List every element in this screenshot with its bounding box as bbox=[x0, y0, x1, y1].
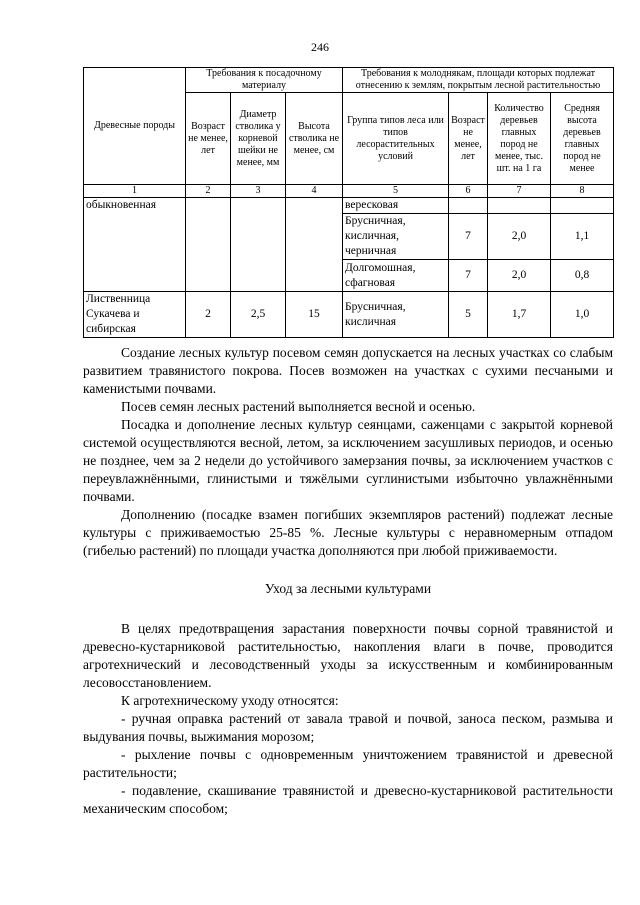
body-text bbox=[83, 344, 613, 818]
header-group-planting: Требования к посадочному материалу bbox=[186, 68, 343, 93]
cell-avg-height bbox=[551, 198, 614, 214]
cell-avg-height: 1,1 bbox=[551, 214, 614, 260]
cell-height bbox=[286, 198, 343, 292]
paragraph: К агротехническому уходу относятся: bbox=[121, 693, 339, 708]
section-heading: Уход за лесными культурами bbox=[264, 581, 432, 596]
paragraph: В целях предотвращения зарастания поверхности почвы сорной травянистой и древесно-кустарниковой растительностью, накопления влаги в почве, проводится агротехнический и лесоводственный уходы за искусственным и комбинированным лесовосстановлением. bbox=[83, 621, 613, 690]
header-species: Древесные породы bbox=[84, 68, 186, 185]
cell-species: Лиственница Сукачева и сибирская bbox=[84, 292, 186, 338]
table-row bbox=[84, 292, 614, 338]
paragraph: Посадка и дополнение лесных культур сеянцами, саженцами с закрытой корневой системой осуществляются весной, летом, за исключением засушливых периодов, и осенью не позднее, чем за 2 недели до устойчивого замерзания почвы, за исключением участков с переувлажнёнными, глинистыми и тяжёлыми суглинистыми избыточно увлажнёнными почвами. bbox=[83, 417, 613, 504]
cell-count bbox=[488, 198, 551, 214]
header-age: Возраст не менее, лет bbox=[186, 93, 231, 185]
list-item: - подавление, скашивание травянистой и древесно-кустарниковой растительности механическим способом; bbox=[83, 783, 613, 816]
cell-age: 2 bbox=[186, 292, 231, 338]
cell-age-young: 7 bbox=[449, 260, 488, 292]
cell-forest-type: вересковая bbox=[343, 198, 449, 214]
col-number: 7 bbox=[488, 185, 551, 198]
cell-forest-type: Долгомошная, сфагновая bbox=[343, 260, 449, 292]
cell-count: 2,0 bbox=[488, 214, 551, 260]
col-number: 1 bbox=[84, 185, 186, 198]
requirements-table bbox=[83, 67, 614, 338]
header-diameter: Диаметр стволика у корневой шейки не менее, мм bbox=[231, 93, 286, 185]
cell-forest-type: Брусничная, кисличная bbox=[343, 292, 449, 338]
cell-count: 1,7 bbox=[488, 292, 551, 338]
col-number: 5 bbox=[343, 185, 449, 198]
column-number-row bbox=[84, 185, 614, 198]
cell-count: 2,0 bbox=[488, 260, 551, 292]
list-item: - рыхление почвы с одновременным уничтожением травянистой и древесной растительности; bbox=[83, 747, 613, 780]
cell-diameter: 2,5 bbox=[231, 292, 286, 338]
cell-species: обыкновенная bbox=[84, 198, 186, 292]
col-number: 6 bbox=[449, 185, 488, 198]
col-number: 3 bbox=[231, 185, 286, 198]
header-group-young: Требования к молоднякам, площади которых подлежат отнесению к землям, покрытым лесной растительностью bbox=[343, 68, 614, 93]
cell-avg-height: 0,8 bbox=[551, 260, 614, 292]
list-item: - ручная оправка растений от завала травой и почвой, заноса песком, размыва и выдувания почвы, выжимания морозом; bbox=[83, 711, 613, 744]
col-number: 2 bbox=[186, 185, 231, 198]
cell-height: 15 bbox=[286, 292, 343, 338]
cell-age-young: 5 bbox=[449, 292, 488, 338]
header-height: Высота стволика не менее, см bbox=[286, 93, 343, 185]
col-number: 8 bbox=[551, 185, 614, 198]
header-avg-height: Средняя высота деревьев главных пород не менее bbox=[551, 93, 614, 185]
col-number: 4 bbox=[286, 185, 343, 198]
page-number: 246 bbox=[311, 40, 329, 54]
header-count: Количество деревьев главных пород не менее, тыс. шт. на 1 га bbox=[488, 93, 551, 185]
cell-diameter bbox=[231, 198, 286, 292]
cell-age-young bbox=[449, 198, 488, 214]
paragraph: Создание лесных культур посевом семян допускается на лесных участках со слабым развитием травянистого покрова. Посев возможен на участках с сухими песчаными и каменистыми почвами. bbox=[83, 345, 613, 396]
paragraph: Посев семян лесных растений выполняется весной и осенью. bbox=[121, 399, 476, 414]
cell-age-young: 7 bbox=[449, 214, 488, 260]
paragraph: Дополнению (посадке взамен погибших экземпляров растений) подлежат лесные культуры с приживаемостью 25-85 %. Лесные культуры с неравномерным отпадом (гибелью растений) по площади участка дополняются при любой приживаемости. bbox=[83, 507, 613, 558]
header-forest-type: Группа типов леса или типов лесорастительных условий bbox=[343, 93, 449, 185]
table-row bbox=[84, 198, 614, 214]
cell-forest-type: Брусничная, кисличная, черничная bbox=[343, 214, 449, 260]
header-age-young: Возраст не менее, лет bbox=[449, 93, 488, 185]
cell-age bbox=[186, 198, 231, 292]
cell-avg-height: 1,0 bbox=[551, 292, 614, 338]
